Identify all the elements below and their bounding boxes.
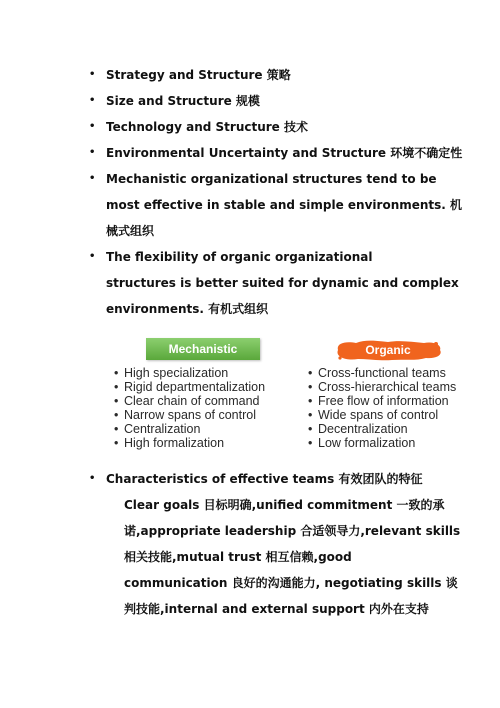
mechanistic-organic-comparison xyxy=(112,338,458,456)
teams-body-line: communication 良好的沟通能力, negotiating skills 谈 xyxy=(124,576,458,590)
organic-feature: • Cross-functional teams xyxy=(308,366,446,380)
bullet-item xyxy=(84,62,424,88)
bullet-dot: • xyxy=(89,173,96,184)
bullet-item xyxy=(84,244,459,322)
bullet-text: Size and Structure 规模 xyxy=(106,94,260,108)
organic-header xyxy=(332,338,444,362)
effective-teams-heading xyxy=(84,466,444,492)
bullet-dot: • xyxy=(89,121,96,132)
mechanistic-column xyxy=(114,338,294,450)
organic-feature: • Decentralization xyxy=(308,422,408,436)
effective-teams-section xyxy=(84,466,461,622)
bullet-dot: • xyxy=(89,147,96,158)
organic-header-label: Organic xyxy=(365,343,411,357)
bullet-text-line: most effective in stable and simple environments. 机 xyxy=(106,198,463,212)
bullet-item xyxy=(84,88,424,114)
organic-feature: • Low formalization xyxy=(308,436,416,450)
mechanistic-feature: • Clear chain of command xyxy=(114,394,260,408)
teams-body-line: Clear goals 目标明确,unified commitment 一致的承 xyxy=(124,498,445,512)
teams-body-line: 诺,appropriate leadership 合适领导力,relevant skills xyxy=(124,524,461,538)
effective-teams-body xyxy=(84,492,461,622)
teams-body-line: 判技能,internal and external support 内外在支持 xyxy=(124,602,429,616)
bullet-dot: • xyxy=(89,69,96,80)
effective-teams-heading-text: Characteristics of effective teams 有效团队的特征 xyxy=(106,472,423,486)
bullet-item xyxy=(84,114,424,140)
organic-feature: • Cross-hierarchical teams xyxy=(308,380,457,394)
bullet-text-line: environments. 有机式组织 xyxy=(106,302,269,316)
bullet-item xyxy=(84,166,463,244)
mechanistic-header: Mechanistic xyxy=(146,338,260,360)
organic-column xyxy=(308,338,458,450)
bullet-text-line: The flexibility of organic organizational xyxy=(106,250,373,264)
organic-feature: • Free flow of information xyxy=(308,394,449,408)
mechanistic-feature: • High specialization xyxy=(114,366,229,380)
structure-factors-list xyxy=(84,62,463,322)
bullet-text-line: 械式组织 xyxy=(106,224,155,238)
bullet-text: Technology and Structure 技术 xyxy=(106,120,308,134)
bullet-dot: • xyxy=(89,251,96,262)
bullet-text: Environmental Uncertainty and Structure 环境不确定性 xyxy=(106,146,463,160)
mechanistic-feature: • Narrow spans of control xyxy=(114,408,257,422)
bullet-item xyxy=(84,140,463,166)
mechanistic-feature: • Centralization xyxy=(114,422,201,436)
organic-feature: • Wide spans of control xyxy=(308,408,439,422)
bullet-text-line: structures is better suited for dynamic and complex xyxy=(106,276,459,290)
bullet-dot: • xyxy=(89,95,96,106)
mechanistic-feature: • Rigid departmentalization xyxy=(114,380,266,394)
bullet-text-line: Mechanistic organizational structures tend to be xyxy=(106,172,437,186)
bullet-dot: • xyxy=(89,473,96,484)
mechanistic-feature: • High formalization xyxy=(114,436,225,450)
bullet-text: Strategy and Structure 策略 xyxy=(106,68,291,82)
teams-body-line: 相关技能,mutual trust 相互信赖,good xyxy=(124,550,352,564)
